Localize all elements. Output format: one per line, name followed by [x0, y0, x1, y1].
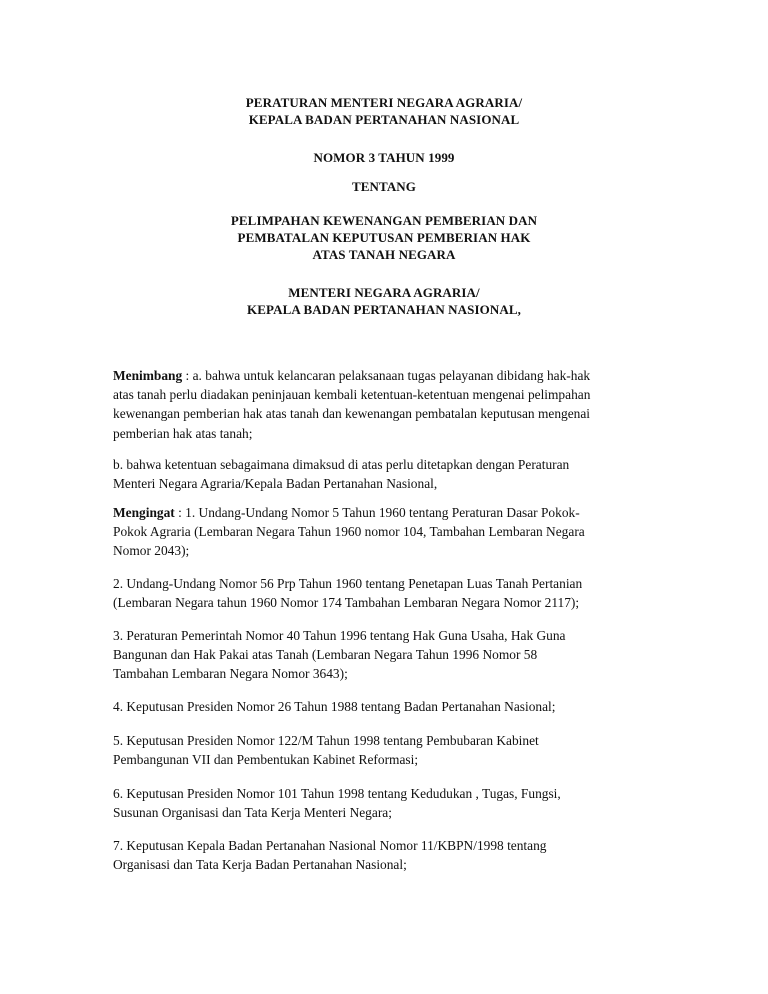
mengingat-1-line-2: Pokok Agraria (Lembaran Negara Tahun 1960 nomor 104, Tambahan Lembaran Negara: [113, 524, 585, 540]
mengingat-5-line-1: 5. Keputusan Presiden Nomor 122/M Tahun 1998 tentang Pembubaran Kabinet: [113, 733, 539, 748]
mengingat-3-line-1: 3. Peraturan Pemerintah Nomor 40 Tahun 1996 tentang Hak Guna Usaha, Hak Guna: [113, 628, 566, 643]
mengingat-3-line-3: Tambahan Lembaran Negara Nomor 3643);: [113, 666, 348, 682]
subject-line-3: ATAS TANAH NEGARA: [312, 247, 456, 262]
mengingat-4-line-1: 4. Keputusan Presiden Nomor 26 Tahun 1988 tentang Badan Pertanahan Nasional;: [113, 699, 556, 714]
mengingat-3-line-2: Bangunan dan Hak Pakai atas Tanah (Lembaran Negara Tahun 1996 Nomor 58: [113, 647, 538, 663]
mengingat-item-7: [113, 836, 643, 874]
about-heading: TENTANG: [351, 179, 417, 194]
mengingat-6-line-1: 6. Keputusan Presiden Nomor 101 Tahun 1998 tentang Kedudukan , Tugas, Fungsi,: [113, 786, 561, 801]
title-line-1: PERATURAN MENTERI NEGARA AGRARIA/: [245, 95, 523, 110]
menimbang-a-line-4: pemberian hak atas tanah;: [113, 425, 253, 441]
mengingat-7-line-2: Organisasi dan Tata Kerja Badan Pertanahan Nasional;: [113, 857, 407, 873]
mengingat-item-4: [113, 697, 643, 716]
title-line-2: KEPALA BADAN PERTANAHAN NASIONAL: [248, 112, 520, 127]
mengingat-label: Mengingat: [113, 505, 175, 520]
mengingat-5-line-2: Pembangunan VII dan Pembentukan Kabinet Reformasi;: [113, 752, 419, 768]
menimbang-label: Menimbang: [113, 368, 183, 383]
subject-block: [0, 212, 768, 263]
subject-line-1: PELIMPAHAN KEWENANGAN PEMBERIAN DAN: [230, 213, 538, 228]
mengingat-2-line-2: (Lembaran Negara tahun 1960 Nomor 174 Tambahan Lembaran Negara Nomor 2117);: [113, 595, 580, 611]
menimbang-a-line-2: atas tanah perlu diadakan peninjauan kembali ketentuan-ketentuan mengenai pelimpahan: [113, 387, 591, 403]
regulation-number: NOMOR 3 TAHUN 1999: [313, 150, 455, 165]
mengingat-item-6: [113, 784, 643, 822]
regulation-number-block: [0, 149, 768, 166]
mengingat-1-line-1: [113, 503, 643, 522]
mengingat-item-5: [113, 731, 643, 769]
menimbang-a-paragraph: [113, 366, 643, 443]
menimbang-b-paragraph: [113, 455, 643, 493]
mengingat-item-3: [113, 626, 643, 684]
menimbang-a-line-1: [113, 366, 643, 385]
mengingat-7-line-1: 7. Keputusan Kepala Badan Pertanahan Nasional Nomor 11/KBPN/1998 tentang: [113, 838, 547, 853]
issuer-block: [0, 284, 768, 318]
mengingat-2-line-1: 2. Undang-Undang Nomor 56 Prp Tahun 1960 tentang Penetapan Luas Tanah Pertanian: [113, 576, 583, 591]
menimbang-a-line-1-text: : a. bahwa untuk kelancaran pelaksanaan tugas pelayanan dibidang hak-hak: [182, 368, 591, 383]
mengingat-1-line-1-text: : 1. Undang-Undang Nomor 5 Tahun 1960 tentang Peraturan Dasar Pokok-: [174, 505, 580, 520]
menimbang-b-line-1: b. bahwa ketentuan sebagaimana dimaksud di atas perlu ditetapkan dengan Peraturan: [113, 457, 570, 472]
mengingat-item-1: [113, 503, 643, 561]
menimbang-a-line-3: kewenangan pemberian hak atas tanah dan kewenangan pembatalan keputusan mengenai: [113, 406, 591, 422]
issuer-line-2: KEPALA BADAN PERTANAHAN NASIONAL,: [247, 302, 521, 317]
mengingat-6-line-2: Susunan Organisasi dan Tata Kerja Menteri Negara;: [113, 805, 392, 821]
subject-line-2: PEMBATALAN KEPUTUSAN PEMBERIAN HAK: [237, 230, 531, 245]
menimbang-b-line-2: Menteri Negara Agraria/Kepala Badan Pertanahan Nasional,: [113, 476, 438, 492]
mengingat-1-line-3: Nomor 2043);: [113, 543, 190, 559]
mengingat-item-2: [113, 574, 643, 612]
about-block: [0, 178, 768, 195]
document-header: [0, 94, 768, 128]
issuer-line-1: MENTERI NEGARA AGRARIA/: [288, 285, 480, 300]
